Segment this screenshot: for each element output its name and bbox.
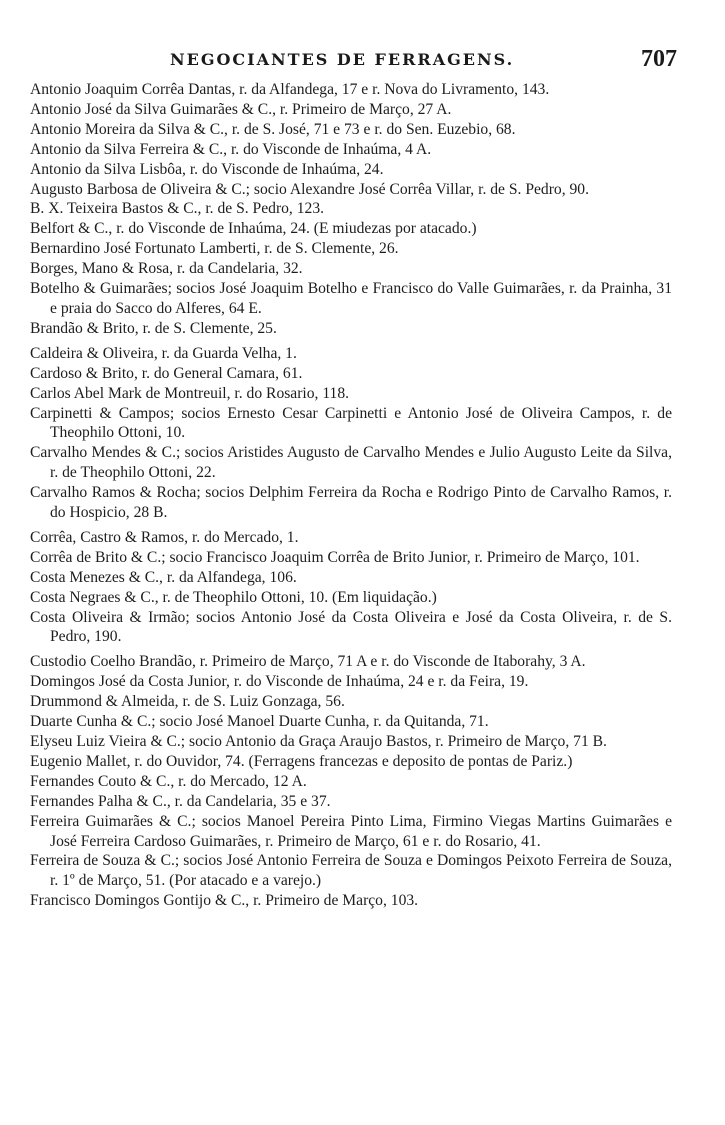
- list-item: Corrêa, Castro & Ramos, r. do Mercado, 1.: [30, 528, 299, 546]
- list-item: Elyseu Luiz Vieira & C.; socio Antonio da Graça Araujo Bastos, r. Primeiro de Março, 71 B.: [30, 733, 607, 750]
- list-item: Custodio Coelho Brandão, r. Primeiro de Março, 71 A e r. do Visconde de Itaborahy, 3 A.: [30, 653, 586, 671]
- list-item: Francisco Domingos Gontijo & C., r. Primeiro de Março, 103.: [30, 892, 419, 910]
- list-item: Belfort & C., r. do Visconde de Inhaúma, 24. (E miudezas por atacado.): [30, 220, 477, 238]
- list-item: Drummond & Almeida, r. de S. Luiz Gonzaga, 56.: [30, 693, 345, 711]
- list-item: B. X. Teixeira Bastos & C., r. de S. Pedro, 123.: [30, 200, 325, 218]
- list-item: Carpinetti & Campos; socios Ernesto Cesar Carpinetti e Antonio José de Oliveira Campos, r. de Theophilo Ottoni, 10.: [30, 404, 672, 442]
- list-item: Carvalho Mendes & C.; socios Aristides Augusto de Carvalho Mendes e Julio Augusto Leite da Silva, r. de Theophilo Ottoni, 22.: [30, 444, 672, 482]
- list-item: Carlos Abel Mark de Montreuil, r. do Rosario, 118.: [30, 384, 350, 402]
- list-item: Eugenio Mallet, r. do Ouvidor, 74. (Ferragens francezas e deposito de pontas de Pariz.): [30, 752, 573, 770]
- list-item: Botelho & Guimarães; socios José Joaquim Botelho e Francisco do Valle Guimarães, r. da Prainha, 31 e praia do Sacco do Alferes, 64 E.: [30, 280, 672, 317]
- list-item: Caldeira & Oliveira, r. da Guarda Velha, 1.: [30, 344, 297, 362]
- list-item: Cardoso & Brito, r. do General Camara, 61.: [30, 364, 303, 382]
- list-item: Antonio da Silva Ferreira & C., r. do Visconde de Inhaúma, 4 A.: [30, 140, 432, 158]
- list-item: Costa Negraes & C., r. de Theophilo Ottoni, 10. (Em liquidação.): [30, 588, 437, 606]
- list-item: Carvalho Ramos & Rocha; socios Delphim Ferreira da Rocha e Rodrigo Pinto de Carvalho Ramos, r. do Hospicio, 28 B.: [30, 484, 672, 522]
- list-item: Fernandes Palha & C., r. da Candelaria, 35 e 37.: [30, 792, 331, 810]
- page-header: [0, 44, 725, 74]
- list-item: Augusto Barbosa de Oliveira & C.; socio Alexandre José Corrêa Villar, r. de S. Pedro, 90.: [30, 180, 589, 198]
- list-item: Antonio José da Silva Guimarães & C., r. Primeiro de Março, 27 A.: [30, 100, 452, 118]
- list-item: Borges, Mano & Rosa, r. da Candelaria, 32.: [30, 260, 303, 278]
- section-title: NEGOCIANTES DE FERRAGENS.: [170, 50, 515, 69]
- list-item: Antonio Joaquim Corrêa Dantas, r. da Alfandega, 17 e r. Nova do Livramento, 143.: [30, 81, 550, 98]
- page-number: 707: [641, 46, 677, 72]
- list-item: Brandão & Brito, r. de S. Clemente, 25.: [30, 319, 277, 337]
- list-item: Domingos José da Costa Junior, r. do Visconde de Inhaúma, 24 e r. da Feira, 19.: [30, 673, 529, 691]
- list-item: Ferreira Guimarães & C.; socios Manoel Pereira Pinto Lima, Firmino Viegas Martins Guimarães e José Ferreira Cardoso Guimarães, r. Primeiro de Março, 61 e r. do Rosario, 41.: [30, 812, 672, 850]
- list-item: Costa Oliveira & Irmão; socios Antonio José da Costa Oliveira e José da Costa Oliveira, r. de S. Pedro, 190.: [30, 608, 672, 646]
- list-item: Bernardino José Fortunato Lamberti, r. de S. Clemente, 26.: [30, 240, 399, 258]
- list-item: Fernandes Couto & C., r. do Mercado, 12 A.: [30, 772, 307, 790]
- list-item: Duarte Cunha & C.; socio José Manoel Duarte Cunha, r. da Quitanda, 71.: [30, 713, 489, 731]
- list-item: Corrêa de Brito & C.; socio Francisco Joaquim Corrêa de Brito Junior, r. Primeiro de Março, 101.: [30, 548, 640, 566]
- list-item: Costa Menezes & C., r. da Alfandega, 106.: [30, 568, 297, 586]
- list-item: Ferreira de Souza & C.; socios José Antonio Ferreira de Souza e Domingos Peixoto Ferreira de Souza, r. 1º de Março, 51. (Por atacado e a varejo.): [30, 852, 672, 890]
- list-item: Antonio da Silva Lisbôa, r. do Visconde de Inhaúma, 24.: [30, 160, 384, 178]
- merchant-list: [30, 80, 672, 911]
- list-item: Antonio Moreira da Silva & C., r. de S. José, 71 e 73 e r. do Sen. Euzebio, 68.: [30, 120, 516, 138]
